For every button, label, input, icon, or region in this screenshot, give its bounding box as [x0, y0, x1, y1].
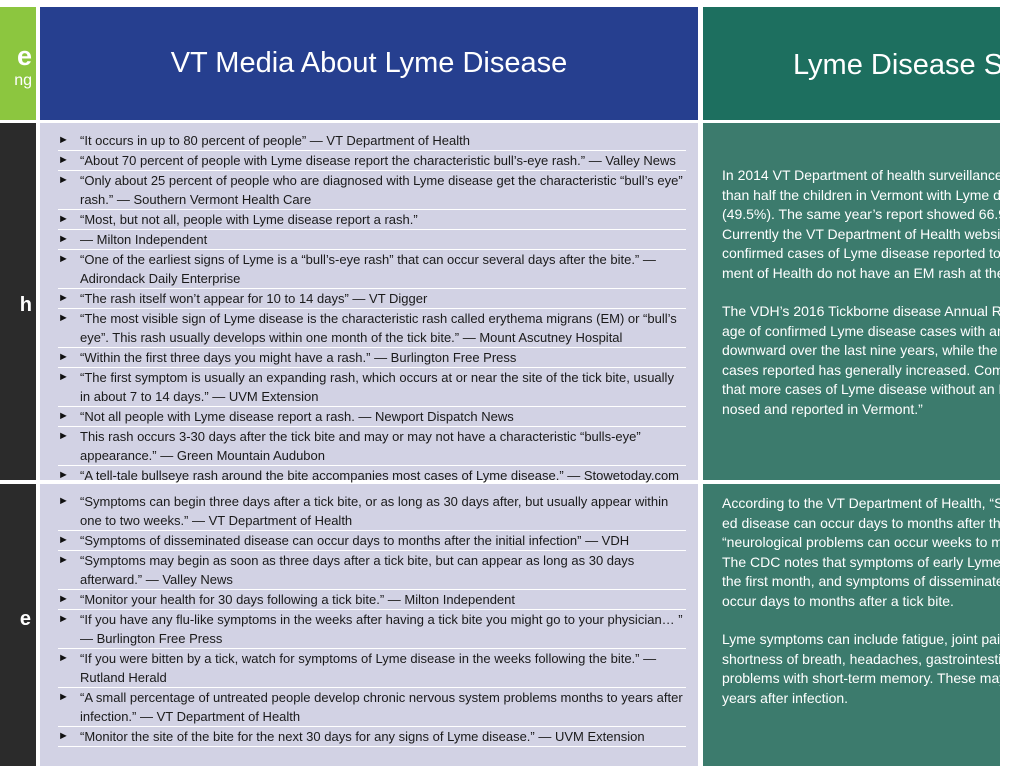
timing-row-label-text: e: [19, 608, 31, 630]
quote-item: [58, 407, 686, 427]
surveillance-line: than half the children in Vermont with Lyme d: [722, 186, 1001, 203]
arrow-bullet-icon: ►: [58, 534, 69, 546]
arrow-bullet-icon: ►: [58, 351, 69, 363]
quote-item: [58, 348, 686, 368]
rash-media-quotes: [40, 123, 698, 483]
quote-item: [58, 427, 686, 466]
quote-text: “It occurs in up to 80 percent of people” — VT Department of Health: [80, 133, 470, 148]
surveillance-paragraph: [722, 630, 1010, 708]
arrow-bullet-icon: ►: [58, 691, 69, 703]
surveillance-line: “neurological problems can occur weeks to m: [722, 534, 1003, 550]
arrow-bullet-icon: ►: [58, 134, 69, 146]
arrow-bullet-icon: ►: [58, 410, 69, 422]
arrow-bullet-icon: ►: [58, 312, 69, 324]
timing-surveillance-panel: [703, 484, 1013, 766]
rash-surveillance-panel: [703, 123, 1019, 480]
surveillance-line: Lyme symptoms can include fatigue, joint pain: [722, 631, 1008, 647]
rash-quote-list: [58, 131, 686, 486]
surveillance-line: years after infection.: [722, 689, 849, 706]
quote-text: “The first symptom is usually an expanding rash, which occurs at or near the site of the tick bite, usually in about 7 to 14 days.” — UVM Extension: [80, 370, 674, 404]
quote-item: [58, 688, 686, 727]
quote-item: [58, 551, 686, 590]
quote-item: [58, 289, 686, 309]
quote-text: This rash occurs 3-30 days after the tick bite and may or may not have a characteristic “bulls-eye” appearance.” — Green Mountain Audubon: [80, 429, 641, 463]
surveillance-paragraph: [722, 166, 1019, 283]
quote-text: “If you have any flu-like symptoms in the weeks after having a tick bite you might go to your physician… ” — Burlington Free Press: [80, 612, 683, 646]
surveillance-line: occur days to months after a tick bite.: [722, 592, 954, 609]
quote-item: [58, 531, 686, 551]
quote-text: “The most visible sign of Lyme disease is the characteristic rash called erythema migrans (EM) or “bull’s eye”. This rash usually develops within one month of the tick bite.” — Mount Ascutney Hospital: [80, 311, 677, 345]
surveillance-line: shortness of breath, headaches, gastrointestin: [722, 650, 1010, 667]
surveillance-paragraph: [722, 494, 1013, 611]
arrow-bullet-icon: ►: [58, 730, 69, 742]
quote-text: “About 70 percent of people with Lyme disease report the characteristic bull’s-eye rash.” — Valley News: [80, 153, 676, 168]
arrow-bullet-icon: ►: [58, 554, 69, 566]
surveillance-paragraph: [722, 302, 1018, 419]
quote-text: “Symptoms may begin as soon as three days after a tick bite, but can appear as long as 30 days afterward.” — Valley News: [80, 553, 635, 587]
surveillance-column-title: Lyme Disease Sur: [793, 49, 1029, 81]
arrow-bullet-icon: ►: [58, 213, 69, 225]
quote-item: [58, 171, 686, 210]
surveillance-column-header: [703, 7, 1029, 120]
surveillance-line: age of confirmed Lyme disease cases with an: [722, 322, 1005, 339]
quote-item: [58, 368, 686, 407]
quote-text: — Milton Independent: [80, 232, 208, 247]
quote-text: “Monitor your health for 30 days following a tick bite.” — Milton Independent: [80, 592, 516, 607]
surveillance-line: The CDC notes that symptoms of early Lyme d: [722, 553, 1013, 570]
rash-row-label-text: h: [19, 294, 32, 316]
quote-text: “Within the first three days you might have a rash.” — Burlington Free Press: [80, 350, 517, 365]
arrow-bullet-icon: ►: [58, 495, 69, 507]
arrow-bullet-icon: ►: [58, 430, 69, 442]
arrow-bullet-icon: ►: [58, 174, 69, 186]
surveillance-line: cases reported has generally increased. Comb: [722, 361, 1012, 378]
quote-text: “One of the earliest signs of Lyme is a “bull’s-eye rash” that can occur several days after the bite.” — Adirondack Daily Enterprise: [80, 252, 656, 286]
arrow-bullet-icon: ►: [58, 154, 69, 166]
surveillance-line: the first month, and symptoms of disseminate: [722, 573, 1004, 589]
arrow-bullet-icon: ►: [58, 233, 69, 245]
quote-text: “Monitor the site of the bite for the next 30 days for any signs of Lyme disease.” — UVM Extension: [80, 729, 645, 744]
surveillance-line: According to the VT Department of Health, “S: [722, 495, 1004, 511]
quote-item: [58, 610, 686, 649]
quote-text: “Not all people with Lyme disease report a rash. — Newport Dispatch News: [80, 409, 514, 424]
surveillance-line: ed disease can occur days to months after the: [722, 514, 1009, 531]
quote-text: “Most, but not all, people with Lyme disease report a rash.”: [80, 212, 418, 227]
arrow-bullet-icon: ►: [58, 371, 69, 383]
logo: [0, 7, 36, 120]
surveillance-line: nosed and reported in Vermont.”: [722, 400, 923, 417]
quote-text: “Symptoms of disseminated disease can occur days to months after the initial infection” — VDH: [80, 533, 630, 548]
quote-item: [58, 649, 686, 688]
surveillance-line: Currently the VT Department of Health website: [722, 225, 1012, 242]
quote-item: [58, 492, 686, 531]
arrow-bullet-icon: ►: [58, 613, 69, 625]
quote-item: [58, 250, 686, 289]
arrow-bullet-icon: ►: [58, 652, 69, 664]
timing-quote-list: [58, 492, 686, 747]
arrow-bullet-icon: ►: [58, 469, 69, 481]
quote-item: [58, 210, 686, 230]
quote-text: “A small percentage of untreated people develop chronic nervous system problems months to years after infection.” — VT Department of Health: [80, 690, 683, 724]
quote-item: [58, 230, 686, 250]
media-column-title: VT Media About Lyme Disease: [170, 47, 568, 79]
quote-item: [58, 590, 686, 610]
quote-text: “Only about 25 percent of people who are diagnosed with Lyme disease get the characteristic “bull’s eye” rash.” — Southern Vermont Health Care: [80, 173, 683, 207]
quote-text: “The rash itself won’t appear for 10 to 14 days” — VT Digger: [80, 291, 428, 306]
surveillance-line: downward over the last nine years, while the n: [722, 342, 1010, 358]
quote-item: [58, 309, 686, 348]
quote-text: “A tell-tale bullseye rash around the bite accompanies most cases of Lyme disease.” — Stowetoday.com: [80, 468, 680, 483]
arrow-bullet-icon: ►: [58, 292, 69, 304]
media-column-header: [40, 7, 698, 120]
surveillance-line: that more cases of Lyme disease without an E: [722, 381, 1008, 397]
surveillance-line: ment of Health do not have an EM rash at the t: [722, 264, 1013, 281]
surveillance-line: confirmed cases of Lyme disease reported to t: [722, 245, 1009, 261]
arrow-bullet-icon: ►: [58, 593, 69, 605]
timing-row-label: [0, 484, 36, 766]
quote-item: [58, 151, 686, 171]
surveillance-line: problems with short-term memory. These may: [722, 670, 1007, 686]
quote-item: [58, 131, 686, 151]
logo-text-small: ng: [14, 72, 32, 89]
surveillance-line: The VDH’s 2016 Tickborne disease Annual Rep: [722, 303, 1018, 319]
surveillance-line: (49.5%). The same year’s report showed 66.9%: [722, 206, 1019, 222]
quote-text: “If you were bitten by a tick, watch for symptoms of Lyme disease in the weeks following the bite.” — Rutland Herald: [80, 651, 657, 685]
quote-item: [58, 727, 686, 747]
quote-item: [58, 466, 686, 486]
quote-text: “Symptoms can begin three days after a tick bite, or as long as 30 days after, but usually appear within one to two weeks.” — VT Department of Health: [80, 494, 669, 528]
logo-text-large: e: [16, 41, 32, 71]
rash-row-label: [0, 123, 36, 480]
surveillance-line: In 2014 VT Department of health surveillance r: [722, 167, 1012, 183]
timing-media-quotes: [40, 484, 698, 766]
arrow-bullet-icon: ►: [58, 253, 69, 265]
